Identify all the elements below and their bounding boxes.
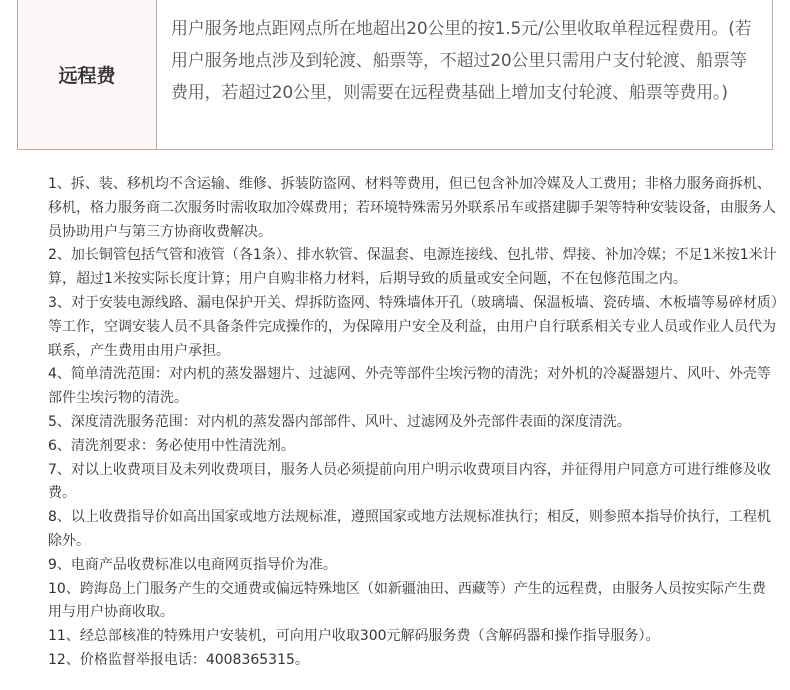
note-item: 8、以上收费指导价如高出国家或地方法规标准，遵照国家或地方法规标准执行；相反，则参照本指导价执行，工程机除外。 bbox=[48, 509, 771, 549]
note-item: 6、清洗剂要求：务必使用中性清洗剂。 bbox=[48, 437, 295, 454]
note-item: 12、价格监督举报电话：4008365315。 bbox=[48, 651, 309, 668]
note-item: 9、电商产品收费标准以电商网页指导价为准。 bbox=[48, 556, 337, 573]
note-item: 10、跨海岛上门服务产生的交通费或偏远特殊地区（如新疆油田、西藏等）产生的远程费，由服务人员按实际产生费用与用户协商收取。 bbox=[48, 580, 766, 621]
note-item: 1、拆、装、移机均不含运输、维修、拆装防盗网、材料等费用，但已包含补加冷媒及人工费用；非格力服务商拆机、移机，格力服务商二次服务时需收取加冷媒费用；若环境特殊需另外联系吊车或搭建脚手架等特种安装设备，由服务人员协助用户与第三方协商收费解决。 bbox=[48, 176, 776, 240]
note-item: 3、对于安装电源线路、漏电保护开关、焊拆防盗网、特殊墙体开孔（玻璃墙、保温板墙、瓷砖墙、木板墙等易碎材质）等工作，空调安装人员不具备条件完成操作的，为保障用户安全及利益，由用户自行联系相关专业人员或作业人员代为联系，产生费用由用户承担。 bbox=[48, 294, 778, 359]
note-item: 11、经总部核准的特殊用户安装机，可向用户收取300元解码服务费（含解码器和操作指导服务）。 bbox=[48, 628, 660, 645]
remote-fee-description: 用户服务地点距网点所在地超出20公里的按1.5元/公里收取单程远程费用。(若用户服务地点涉及到轮渡、船票等，不超过20公里只需用户支付轮渡、船票等费用，若超过20公里，则需要在远程费基础上增加支付轮渡、船票等费用。) bbox=[171, 19, 752, 103]
note-item: 5、深度清洗服务范围：对内机的蒸发器内部部件、风叶、过滤网及外壳部件表面的深度清洗。 bbox=[48, 413, 631, 430]
notes-list bbox=[48, 173, 778, 673]
note-item: 2、加长铜管包括气管和液管（各1条）、排水软管、保温套、电源连接线、包扎带、焊接、补加冷媒；不足1米按1米计算，超过1米按实际长度计算；用户自购非格力材料，后期导致的质量或安全问题，不在包修范围之内。 bbox=[48, 247, 777, 288]
remote-fee-table bbox=[17, 0, 773, 150]
remote-fee-label: 远程费 bbox=[18, 0, 157, 149]
note-item: 4、简单清洗范围：对内机的蒸发器翅片、过滤网、外壳等部件尘埃污物的清洗；对外机的冷凝器翅片、风叶、外壳等部件尘埃污物的清洗。 bbox=[48, 366, 771, 407]
note-item: 7、对以上收费项目及未列收费项目，服务人员必须提前向用户明示收费项目内容，并征得用户同意方可进行维修及收费。 bbox=[48, 461, 771, 502]
